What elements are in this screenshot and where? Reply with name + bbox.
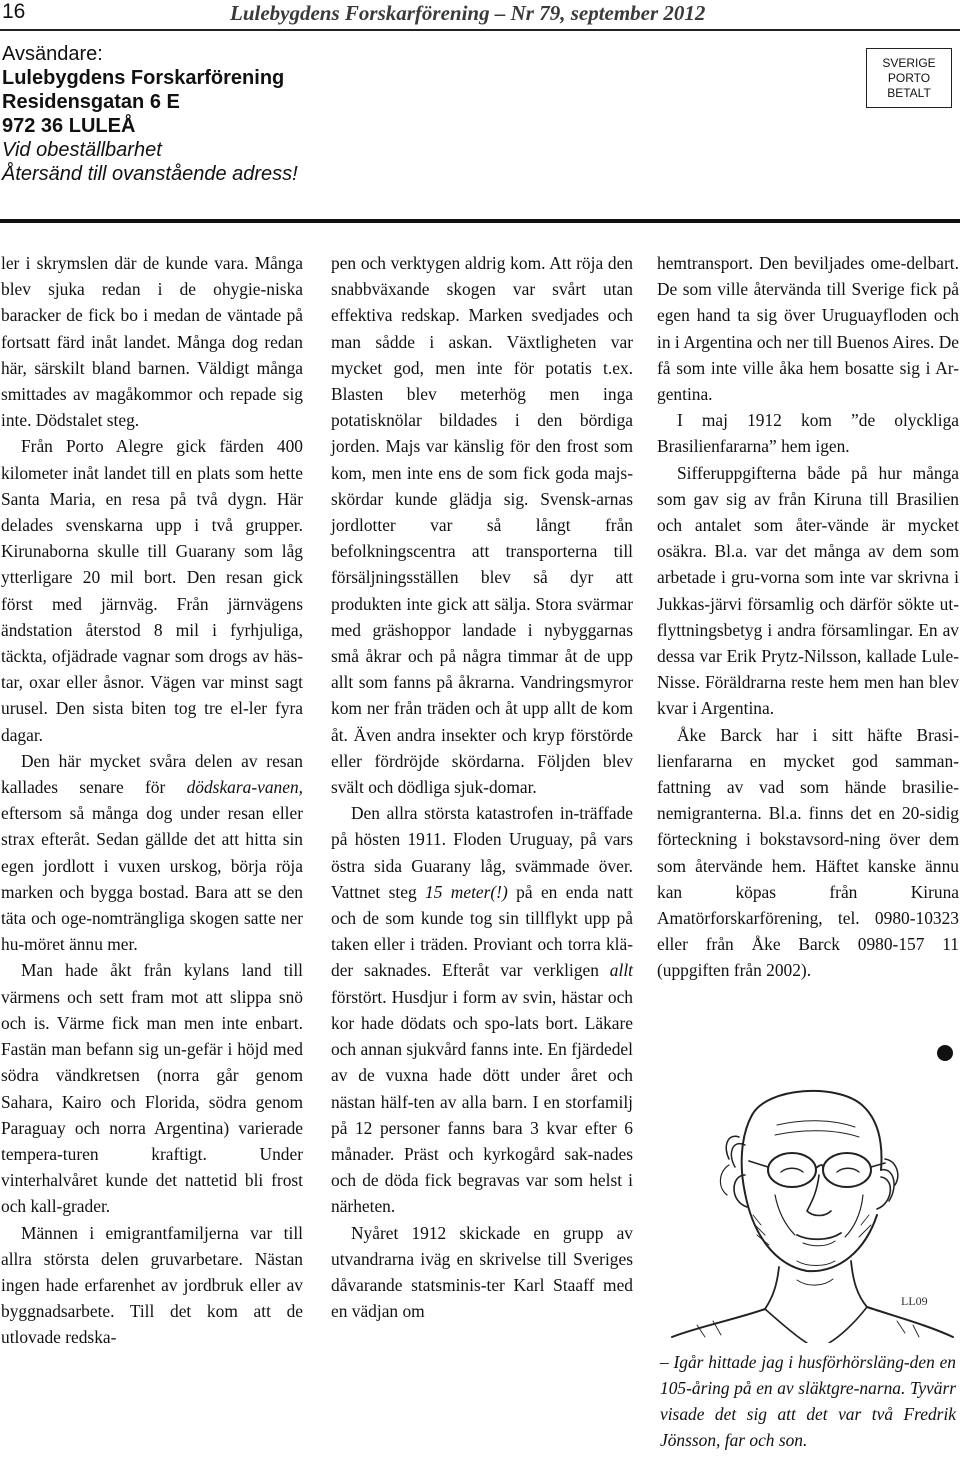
paragraph: I maj 1912 kom ”de olyckliga Brasilienfararna” hem igen. — [657, 410, 959, 457]
paragraph: Sifferuppgifterna både på hur många som gav sig av från Kiruna till Brasilien och antalet som åter-vände är mycket osäkra. Bl.a. var det många av dem som arbetade i gru-vorna som inte var skrivna i Jukkas-järvi församlig och därför sökte ut-flyttningsbetyg i andra församlingar. En av dessa var Erik Prytz-Nilsson, kallade Lule-Nisse. Föräldrarna reste hem men han blev kvar i Argentina. — [657, 462, 959, 719]
artist-signature: LL09 — [901, 1294, 928, 1308]
running-title: Lulebygdens Forskarförening – Nr 79, september 2012 — [230, 1, 706, 25]
emphasis-text: 15 meter(!) — [425, 881, 508, 902]
portrait-sketch — [657, 1075, 960, 1343]
text-run: på en enda natt och de som kunde tog sin tillflykt upp på taken eller i träden. Proviant och torra klä-der saknades. Efteråt var verkligen — [331, 881, 634, 981]
paragraph — [331, 800, 633, 1219]
article-end-mark — [937, 1045, 953, 1061]
sender-postal: 972 36 LULEÅ — [2, 115, 136, 137]
postage-line-2: PORTO — [887, 71, 931, 85]
paragraph: Männen i emigrantfamiljerna var till allra största delen gruvarbetare. Nästan ingen hade erfarenhet av jordbruk eller av byggnadsarbete. Till det kom att de utlovade redska- — [1, 1222, 303, 1348]
text-run: Den allra största katastrofen in-träffade på hösten 1911. Floden Uruguay, på vars östra sida Guarany låg, svämmade över. Vattnet steg — [331, 803, 633, 902]
postage-stamp-box — [866, 48, 952, 108]
text-run: eftersom så många dog under resan eller strax efteråt. Sedan gällde det att hitta sin egen jordlott i vuxen urskog, börja röja marken och bygga bostad. Bara att se den täta och oge-nomträngliga skogen satte ner hu-möret ännu mer. — [1, 803, 303, 955]
sender-street: Residensgatan 6 E — [2, 91, 180, 113]
emphasis-text: allt — [609, 960, 633, 981]
sender-block — [2, 42, 602, 186]
article-column-1 — [1, 250, 303, 1351]
sender-note-1: Vid obeställbarhet — [2, 139, 162, 161]
sender-rule — [0, 219, 960, 223]
paragraph: Nyåret 1912 skickade en grupp av utvandrarna iväg en skrivelse till Sveriges dåvarande statsminis-ter Karl Staaff med en vädjan om — [331, 1222, 633, 1322]
text-run: förstört. Husdjur i form av svin, hästar och kor hade dödats och spo-lats bort. Läkare och annan sjukvård fanns inte. En fjärdedel av de vuxna hade dött under året och nästan hälf-ten av alla barn. I en storfamilj på 12 personer fanns bara 3 kvar efter 6 månader. Präst och kyrkogård sak-nades och de döda fick begravas var som helst i närheten. — [331, 986, 633, 1217]
paragraph: Från Porto Alegre gick färden 400 kilometer inåt landet till en plats som hette Santa Maria, en resa på två dygn. Här delades svenskarna upp i två grupper. Kirunaborna skulle till Guarany som låg ytterligare 20 mil bort. Den resan gick först med järnväg. Från järnvägens ändstation återstod 8 mil i fyrhjuliga, täckta, ofjädrade vagnar som drogs av häs-tar, oxar eller åsnor. Vägen var minst sagt urusel. Den sista biten tog tre el-ler fyra dagar. — [1, 436, 303, 745]
article-column-2 — [331, 250, 633, 1324]
postage-line-1: SVERIGE — [882, 56, 936, 70]
paragraph: Åke Barck har i sitt häfte Brasi-lienfararna en mycket god samman-fattning av vad som hände brasilie-nemigranterna. Bl.a. finns det en 20-sidig förteckning i bokstavsord-ning över dem som återvände hem. Häftet kanske ännu kan köpas från Kiruna Amatörforskarförening, tel. 0980-10323 eller från Åke Barck 0980-157 11 (uppgiften från 2002). — [657, 724, 959, 981]
emphasis-text: dödskara-vanen, — [186, 777, 303, 798]
image-caption: – Igår hittade jag i husförhörsläng-den en 105-åring på en av släktgre-narna. Tyvärr visade det sig att det var två Fredrik Jönsson, far och son. — [660, 1352, 956, 1450]
paragraph — [1, 748, 303, 958]
paragraph: hemtransport. Den beviljades ome-delbart. De som ville återvända till Sverige fick på egen hand ta sig över Uruguayfloden och in i Argentina och ner till Buenos Aires. De få som inte ville åka hem bosatte sig i Ar-gentina. — [657, 253, 959, 405]
paragraph: Man hade åkt från kylans land till värmens och sett fram mot att slippa snö och is. Värme fick man men inte enbart. Fastän man befann sig un-gefär i höjd med södra vändkretsen (norra går genom Sahara, Kairo och Florida, södra genom Paraguay och norra Argentina) varierade tempera-turen kraftigt. Under vinterhalvåret kunde det nattetid bli frost och kall-grader. — [1, 960, 303, 1217]
article-column-3 — [657, 250, 959, 984]
sender-org: Lulebygdens Forskarförening — [2, 67, 285, 89]
page-number: 16 — [2, 0, 26, 23]
paragraph: pen och verktygen aldrig kom. Att röja den snabbväxande skogen var svårt utan effektiva redskap. Marken svedjades och man sådde i askan. Växtligheten var mycket god, men inte för potatis t.ex. Blasten blev meterhög men inga potatisknölar bildades i den bördiga jorden. Majs var känslig för den frost som kom, men inte ens de som fick goda majs-skördar kunde glädja sig. Svensk-arnas jordlotter var så långt från befolkningscentra att transporterna till försäljningsställen blev så dyr att produkten inte gick att sälja. Stora svärmar med gräshoppor landade i nybyggarnas små åkrar och på några timmar åt de upp allt som fanns på åkrarna. Vandringsmyror kom ner från träden och åt upp allt de kom åt. Även andra insekter och kryp förstörde eller fördröjde skördarna. Följden blev svält och dödliga sjuk-domar. — [331, 253, 633, 798]
sender-note-2: Återsänd till ovanstående adress! — [2, 163, 298, 185]
header-rule — [0, 29, 960, 31]
paragraph: ler i skrymslen där de kunde vara. Många blev sjuka redan i de ohygie-niska baracker de fick bo i medan de väntade på fortsatt färd inåt landet. Många dog redan här, särskilt bland barnen. Väldigt många smittades av magåkommor och repade sig inte. Dödstalet steg. — [1, 253, 303, 431]
text-run: Den här mycket svåra delen av resan kallades senare för — [1, 750, 303, 798]
sender-label: Avsändare: — [2, 43, 103, 65]
postage-line-3: BETALT — [887, 86, 931, 100]
